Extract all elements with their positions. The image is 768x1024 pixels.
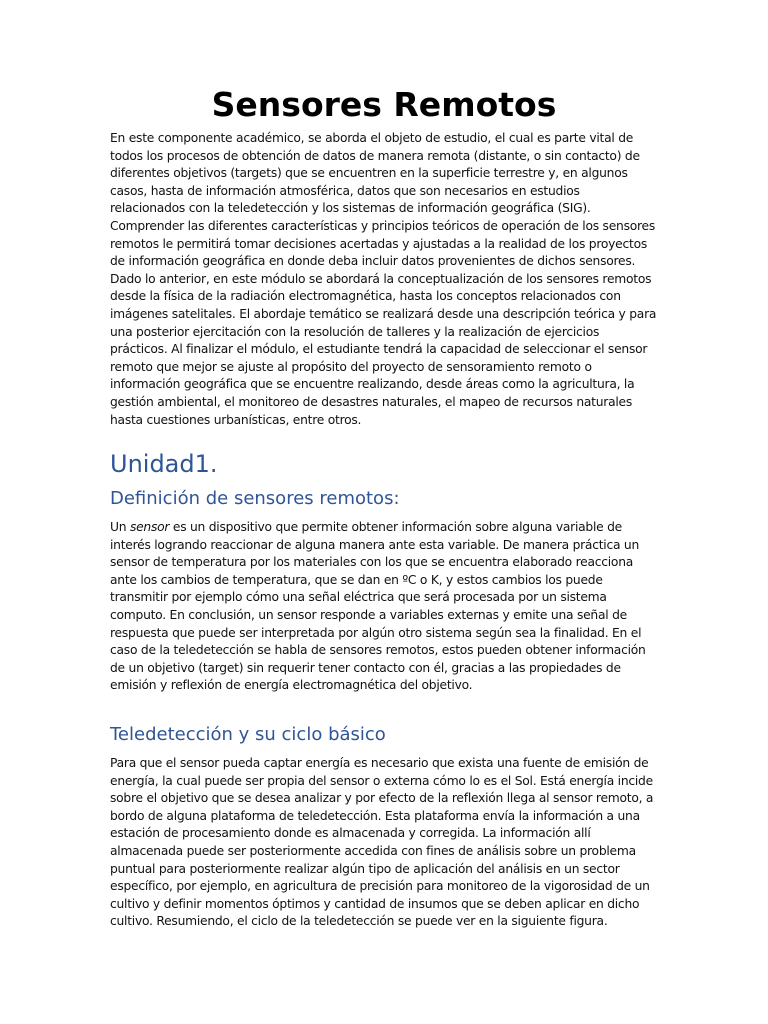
- definition-lead: Un: [110, 520, 130, 535]
- section-heading-definition: Definición de sensores remotos:: [110, 488, 400, 510]
- document-page: [110, 84, 658, 931]
- unit-heading: Unidad1.: [110, 450, 218, 479]
- sensor-emphasis: sensor: [129, 520, 170, 535]
- teledeteccion-paragraph: Para que el sensor pueda captar energía es necesario que exista una fuente de emisión de energía, la cual puede ser propia del sensor o externa cómo lo es el Sol. Está energía incide sobre el objetivo que se desea analizar y por efecto de la reflexión llega al sensor remoto, a bordo de alguna plataforma de teledetección. Esta plataforma envía la información a una estación de procesamiento donde es almacenada y corregida. La información allí almacenada puede ser posteriormente accedida con fines de análisis sobre un problema puntual para posteriormente realizar algún tipo de aplicación del análisis en un sector específico, por ejemplo, en agricultura de precisión para monitoreo de la vigorosidad de un cultivo y definir momentos óptimos y cantidad de insumos que se deben aplicar en dicho cultivo. Resumiendo, el ciclo de la teledetección se puede ver en la siguiente figura.: [110, 756, 654, 929]
- definition-paragraph: [110, 519, 658, 695]
- definition-body: es un dispositivo que permite obtener información sobre alguna variable de interés logrando reaccionar de alguna manera ante esta variable. De manera práctica un sensor de temperatura por los materiales con los que se encuentra elaborado reacciona ante los cambios de temperatura, que se dan en ºC o K, y estos cambios los puede transmitir por ejemplo cómo una señal eléctrica que será procesada por un sistema computo. En conclusión, un sensor responde a variables externas y emite una señal de respuesta que puede ser interpretada por algún otro sistema según sea la finalidad. En el caso de la teledetección se habla de sensores remotos, estos pueden obtener información de un objetivo (target) sin requerir tener contacto con él, gracias a las propiedades de emisión y reflexión de energía electromagnética del objetivo.: [110, 520, 646, 693]
- document-title: Sensores Remotos: [211, 85, 557, 124]
- section-heading-teledeteccion: Teledetección y su ciclo básico: [110, 724, 386, 746]
- intro-paragraph: En este componente académico, se aborda el objeto de estudio, el cual es parte vital de todos los procesos de obtención de datos de manera remota (distante, o sin contacto) de diferentes objetivos (targets) que se encuentren en la superficie terrestre y, en algunos casos, hasta de información atmosférica, datos que son necesarios en estudios relacionados con la teledetección y los sistemas de información geográfica (SIG). Comprender las diferentes características y principios teóricos de operación de los sensores remotos le permitirá tomar decisiones acertadas y ajustadas a la realidad de los proyectos de información geográfica en donde deba incluir datos provenientes de dichos sensores. Dado lo anterior, en este módulo se abordará la conceptualización de los sensores remotos desde la física de la radiación electromagnética, hasta los conceptos relacionados con imágenes satelitales. El abordaje temático se realizará desde una descripción teórica y para una posterior ejercitación con la resolución de talleres y la realización de ejercicios prácticos. Al finalizar el módulo, el estudiante tendrá la capacidad de seleccionar el sensor remoto que mejor se ajuste al propósito del proyecto de sensoramiento remoto o información geográfica que se encuentre realizando, desde áreas como la agricultura, la gestión ambiental, el monitoreo de desastres naturales, el mapeo de recursos naturales hasta cuestiones urbanísticas, entre otros.: [110, 131, 657, 427]
